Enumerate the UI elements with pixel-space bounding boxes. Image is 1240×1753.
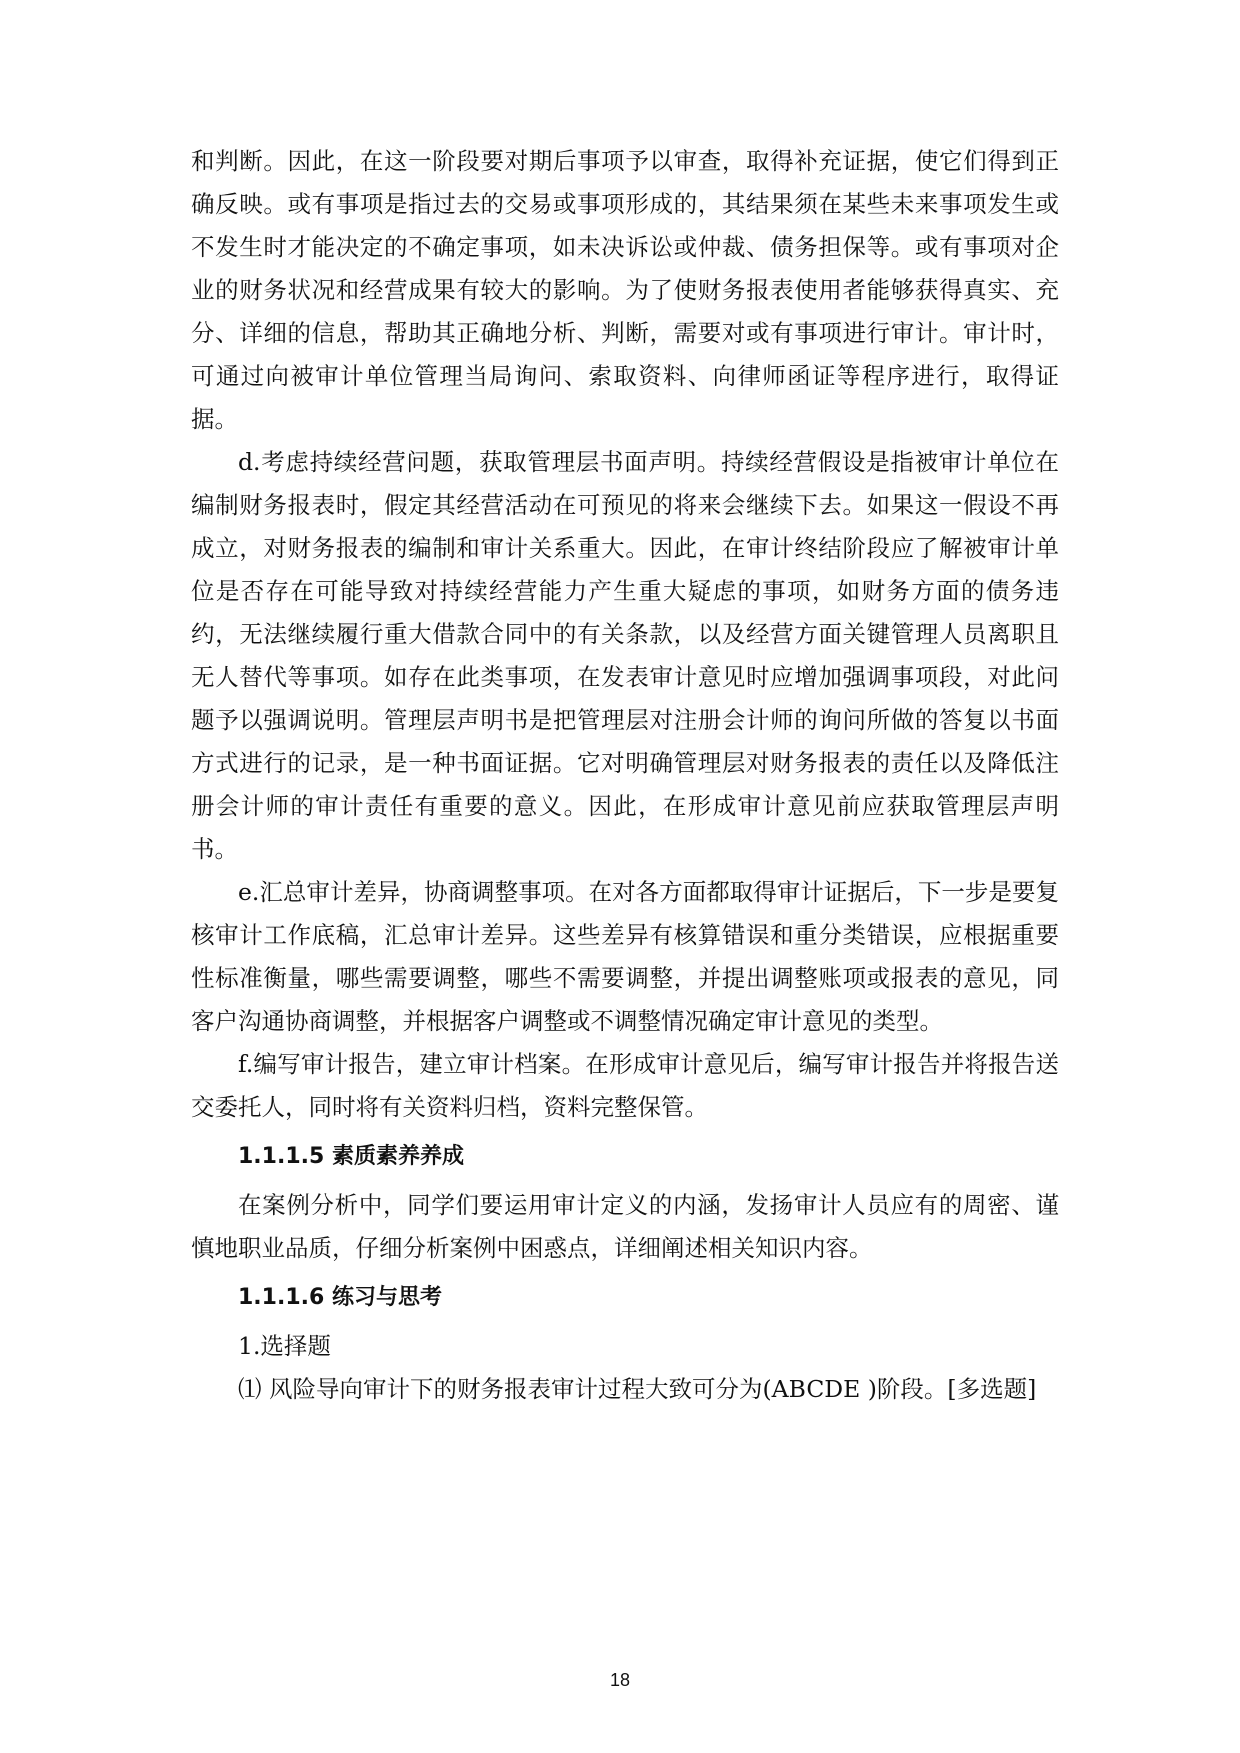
paragraph-quality: 在案例分析中，同学们要运用审计定义的内涵，发扬审计人员应有的周密、谨慎地职业品质，仔细分析案例中困惑点，详细阐述相关知识内容。	[191, 1191, 1059, 1262]
question-1: ⑴ 风险导向审计下的财务报表审计过程大致可分为(ABCDE )阶段。[多选题]	[238, 1375, 1037, 1403]
page-number: 18	[609, 1670, 631, 1690]
paragraph-going-concern: d.考虑持续经营问题，获取管理层书面声明。持续经营假设是指被审计单位在编制财务报表时，假定其经营活动在可预见的将来会继续下去。如果这一假设不再成立，对财务报表的编制和审计关系重大。因此，在审计终结阶段应了解被审计单位是否存在可能导致对持续经营能力产生重大疑虑的事项，如财务方面的债务违约，无法继续履行重大借款合同中的有关条款，以及经营方面关键管理人员离职且无人替代等事项。如存在此类事项，在发表审计意见时应增加强调事项段，对此问题予以强调说明。管理层声明书是把管理层对注册会计师的询问所做的答复以书面方式进行的记录，是一种书面证据。它对明确管理层对财务报表的责任以及降低注册会计师的审计责任有重要的意义。因此，在形成审计意见前应获取管理层声明书。	[191, 448, 1059, 863]
section-heading-practice: 1.1.1.6 练习与思考	[238, 1285, 442, 1310]
subheading-choice-questions: 1.选择题	[238, 1332, 331, 1360]
paragraph-audit-differences: e.汇总审计差异，协商调整事项。在对各方面都取得审计证据后，下一步是要复核审计工作底稿，汇总审计差异。这些差异有核算错误和重分类错误，应根据重要性标准衡量，哪些需要调整，哪些不需要调整，并提出调整账项或报表的意见，同客户沟通协商调整，并根据客户调整或不调整情况确定审计意见的类型。	[191, 878, 1059, 1035]
paragraph-audit-report: f.编写审计报告，建立审计档案。在形成审计意见后，编写审计报告并将报告送交委托人，同时将有关资料归档，资料完整保管。	[191, 1050, 1059, 1121]
paragraph-subsequent-events: 和判断。因此，在这一阶段要对期后事项予以审查，取得补充证据，使它们得到正确反映。或有事项是指过去的交易或事项形成的，其结果须在某些未来事项发生或不发生时才能决定的不确定事项，如未决诉讼或仲裁、债务担保等。或有事项对企业的财务状况和经营成果有较大的影响。为了使财务报表使用者能够获得真实、充分、详细的信息，帮助其正确地分析、判断，需要对或有事项进行审计。审计时，可通过向被审计单位管理当局询问、索取资料、向律师函证等程序进行，取得证据。	[191, 147, 1059, 433]
section-heading-quality: 1.1.1.5 素质素养养成	[238, 1144, 464, 1169]
body-text	[191, 140, 1059, 1411]
